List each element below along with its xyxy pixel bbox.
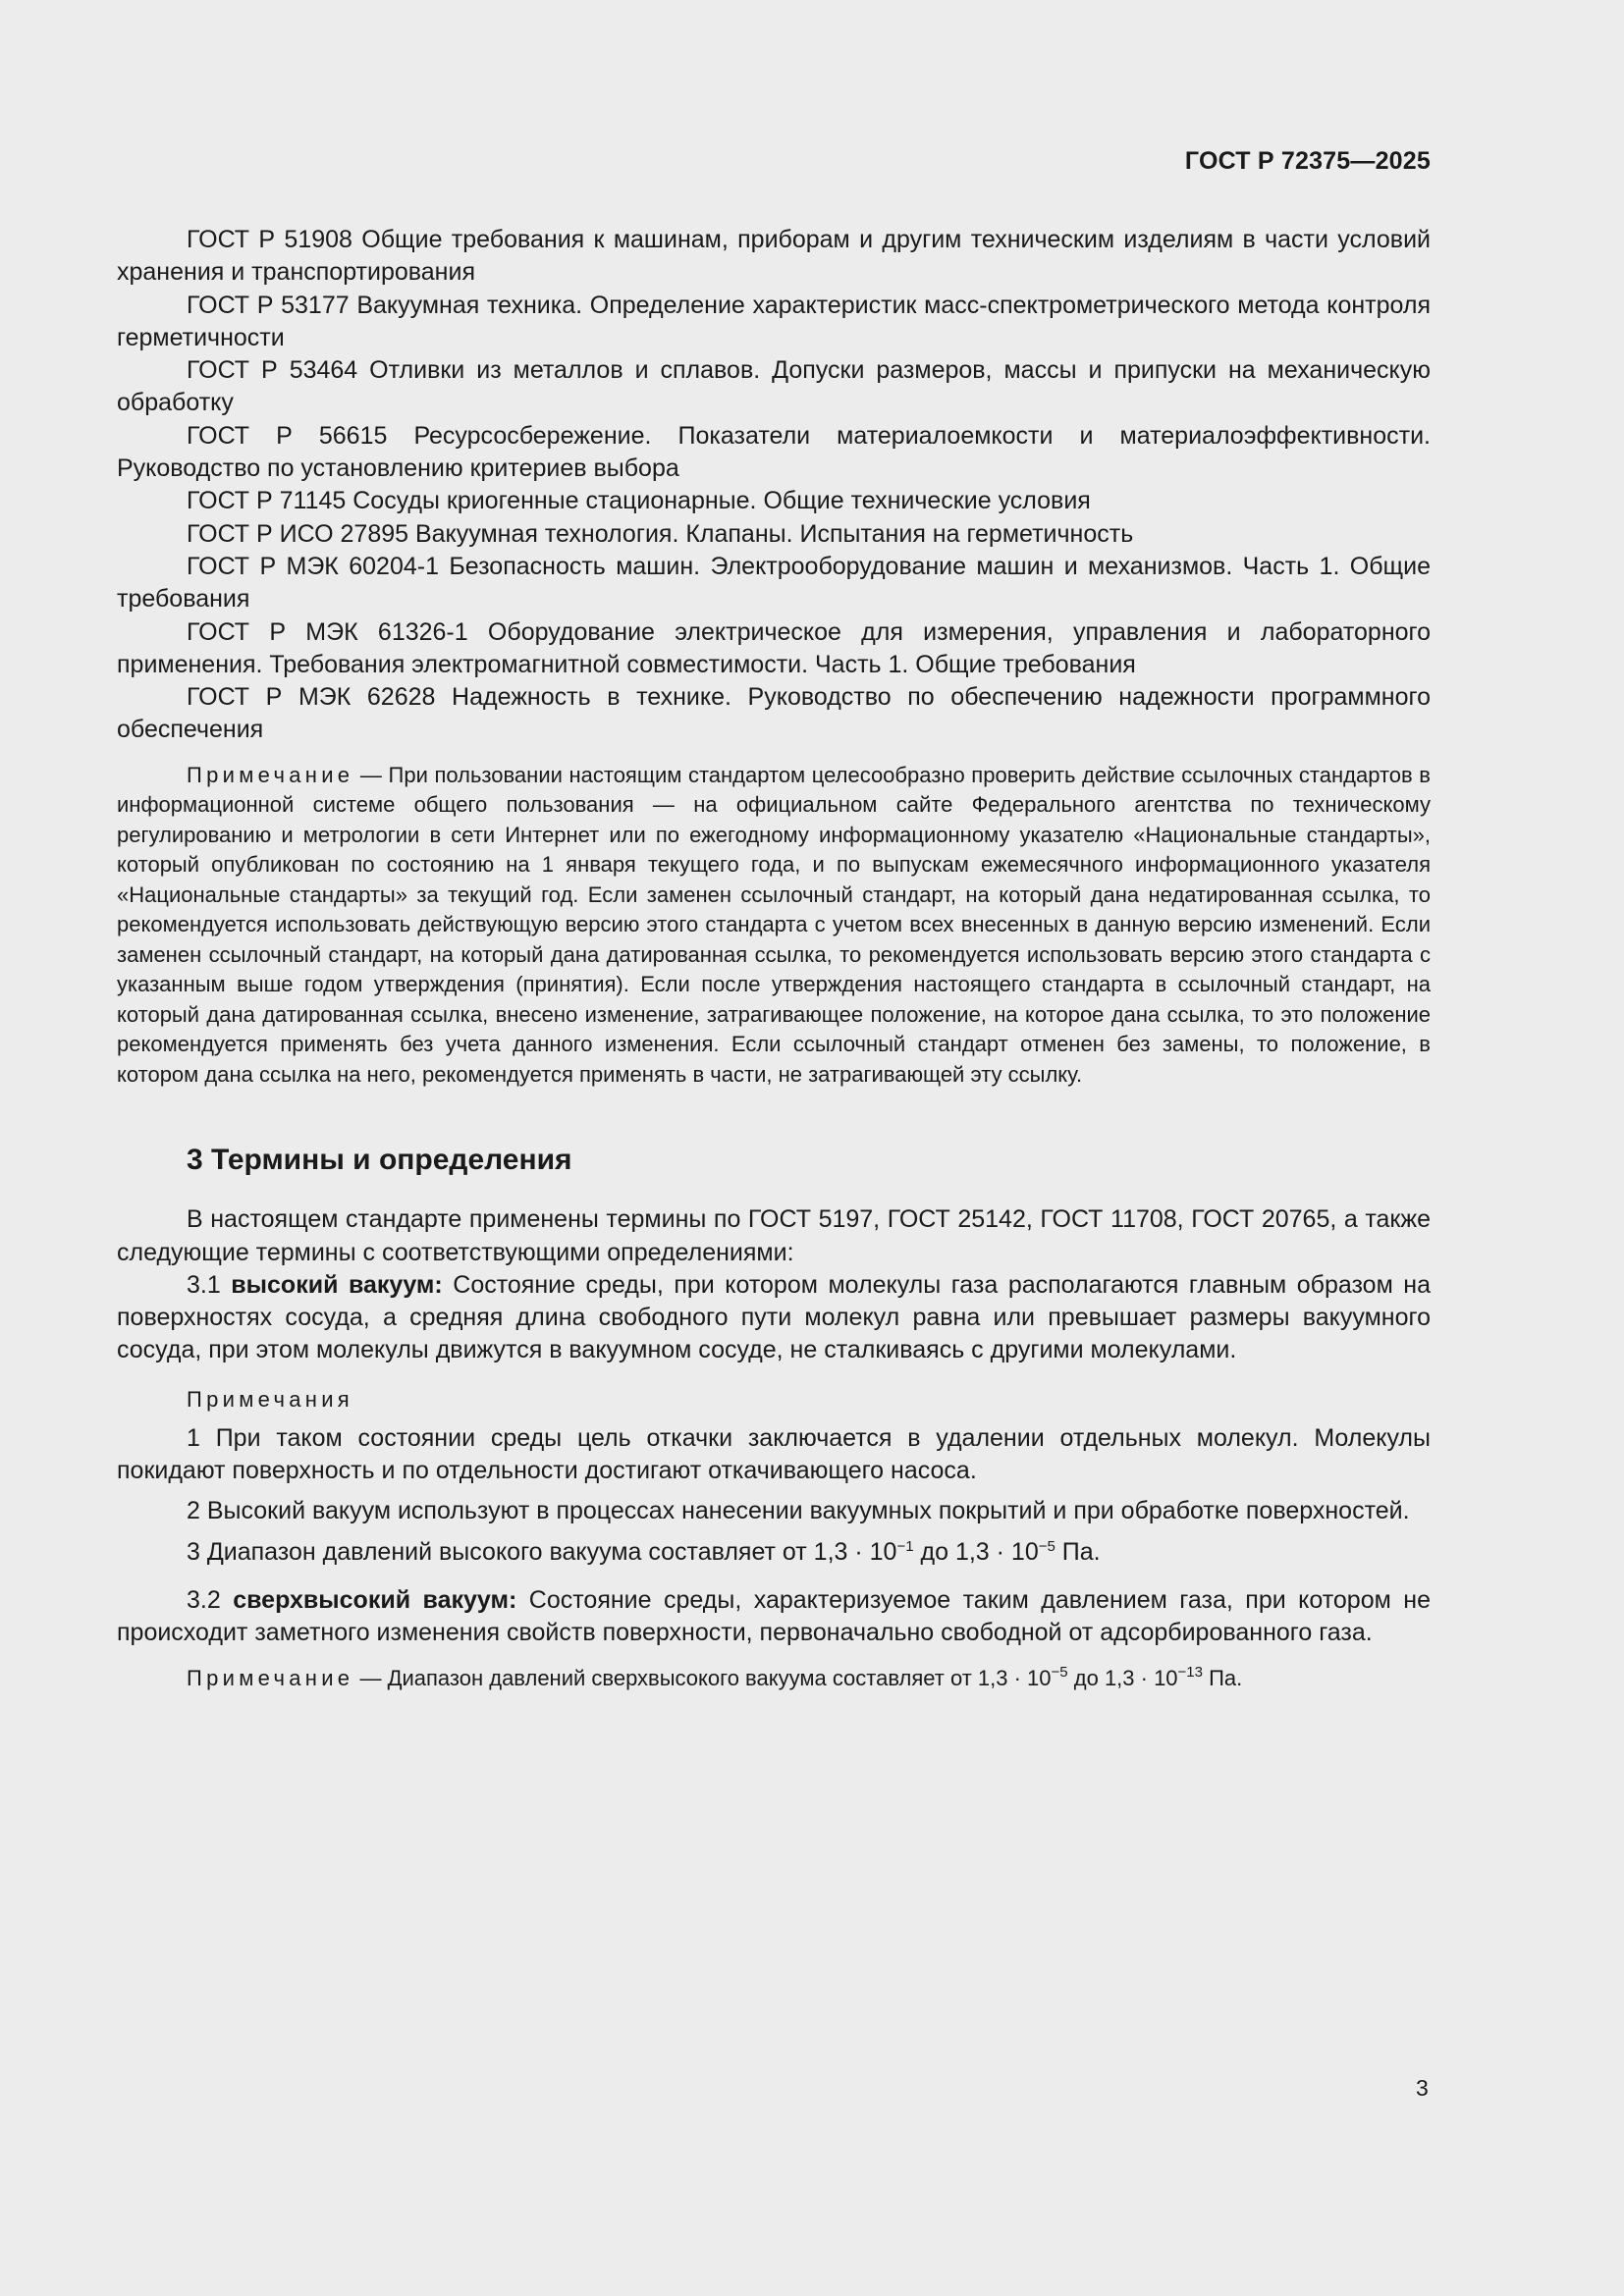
document-code: ГОСТ Р 72375—2025: [1184, 147, 1431, 175]
reference-item: ГОСТ Р 71145 Сосуды криогенные стационарные. Общие технические условия: [187, 487, 1091, 515]
exponent: −13: [1177, 1663, 1203, 1681]
term-label: высокий вакуум:: [231, 1270, 443, 1299]
references-note: [117, 761, 1431, 1091]
reference-item: ГОСТ Р МЭК 61326-1 Оборудование электрическое для измерения, управления и лабораторного применения. Требования электромагнитной совместимости. Часть 1. Общие требования: [117, 617, 1431, 678]
reference-item: ГОСТ Р ИСО 27895 Вакуумная технология. Клапаны. Испытания на герметичность: [187, 519, 1134, 548]
note-text: 3 Диапазон давлений высокого вакуума составляет от 1,3 · 10: [187, 1537, 897, 1566]
reference-item: ГОСТ Р 53464 Отливки из металлов и сплавов. Допуски размеров, массы и припуски на механическую обработку: [117, 356, 1431, 417]
term-number: 3.2: [187, 1585, 234, 1614]
note-text: Па.: [1203, 1665, 1243, 1690]
page-content: [117, 224, 1431, 1693]
section-title: 3 Термины и определения: [187, 1144, 572, 1177]
term-number: 3.1: [187, 1270, 232, 1299]
term-ultra-high-vacuum: [117, 1584, 1431, 1650]
page-number: 3: [1416, 2075, 1429, 2101]
note-text: — При пользовании настоящим стандартом целесообразно проверить действие ссылочных стандартов в информационной системе общего пользования — на официальном сайте Федерального агентства по техническому регулированию и метрологии в сети Интернет или по ежегодному информационному указателю «Национальные стандарты», который опубликован по состоянию на 1 января текущего года, и по выпускам ежемесячного информационного указателя «Национальные стандарты» за текущий год. Если заменен ссылочный стандарт, на который дана недатированная ссылка, то рекомендуется использовать действующую версию этого стандарта с учетом всех внесенных в данную версию изменений. Если заменен ссылочный стандарт, на который дана датированная ссылка, то рекомендуется использовать версию этого стандарта с указанным выше годом утверждения (принятия). Если после утверждения настоящего стандарта в ссылочный стандарт, на который дана датированная ссылка, внесено изменение, затрагивающее положение, на которое дана ссылка, то это положение рекомендуется применять без учета данного изменения. Если ссылочный стандарт отменен без замены, то положение, в котором дана ссылка на него, рекомендуется применять в части, не затрагивающей эту ссылку.: [117, 762, 1431, 1087]
note-text: до 1,3 · 10: [913, 1537, 1039, 1566]
term-high-vacuum: [117, 1269, 1431, 1367]
term-definition: Состояние среды, характеризуемое таким давлением газа, при котором не происходит заметного изменения свойств поверхности, первоначально свободной от адсорбированного газа.: [117, 1585, 1431, 1647]
note-text: Па.: [1055, 1537, 1101, 1566]
exponent: −1: [896, 1537, 914, 1555]
reference-item: ГОСТ Р МЭК 62628 Надежность в технике. Руководство по обеспечению надежности программного обеспечения: [117, 683, 1431, 744]
section-body: [117, 1203, 1431, 1692]
term-note: [117, 1536, 1431, 1569]
section-intro: В настоящем стандарте применены термины по ГОСТ 5197, ГОСТ 25142, ГОСТ 11708, ГОСТ 20765, а также следующие термины с соответствующими определениями:: [117, 1205, 1431, 1266]
normative-references: [117, 224, 1431, 747]
reference-item: ГОСТ Р 51908 Общие требования к машинам, приборам и другим техническим изделиям в части условий хранения и транспортирования: [117, 226, 1431, 287]
reference-item: ГОСТ Р 56615 Ресурсосбережение. Показатели материалоемкости и материалоэффективности. Руководство по установлению критериев выбора: [117, 421, 1431, 483]
term-label: сверхвысокий вакуум:: [233, 1585, 517, 1614]
exponent: −5: [1051, 1663, 1068, 1681]
term-definition: Состояние среды, при котором молекулы газа располагаются главным образом на поверхностях сосуда, а средняя длина свободного пути молекул равна или превышает размеры вакуумного сосуда, при этом молекулы движутся в вакуумном сосуде, не сталкиваясь с другими молекулами.: [117, 1270, 1432, 1364]
reference-item: ГОСТ Р 53177 Вакуумная техника. Определение характеристик масс-спектрометрического метода контроля герметичности: [117, 291, 1431, 351]
term-note: 2 Высокий вакуум используют в процессах нанесении вакуумных покрытий и при обработке поверхностей.: [187, 1497, 1410, 1525]
term-note: 1 При таком состоянии среды цель откачки заключается в удалении отдельных молекул. Молекулы покидают поверхность и по отдельности достигают откачивающего насоса.: [117, 1423, 1431, 1485]
term-note: [117, 1664, 1431, 1693]
note-label: Примечание: [187, 1665, 354, 1690]
reference-item: ГОСТ Р МЭК 60204-1 Безопасность машин. Электрооборудование машин и механизмов. Часть 1. Общие требования: [117, 552, 1431, 614]
notes-title: Примечания: [187, 1386, 354, 1412]
note-text: до 1,3 · 10: [1067, 1665, 1178, 1690]
exponent: −5: [1038, 1537, 1056, 1555]
note-text: — Диапазон давлений сверхвысокого вакуума составляет от 1,3 · 10: [353, 1665, 1052, 1690]
note-label: Примечание: [187, 762, 354, 787]
